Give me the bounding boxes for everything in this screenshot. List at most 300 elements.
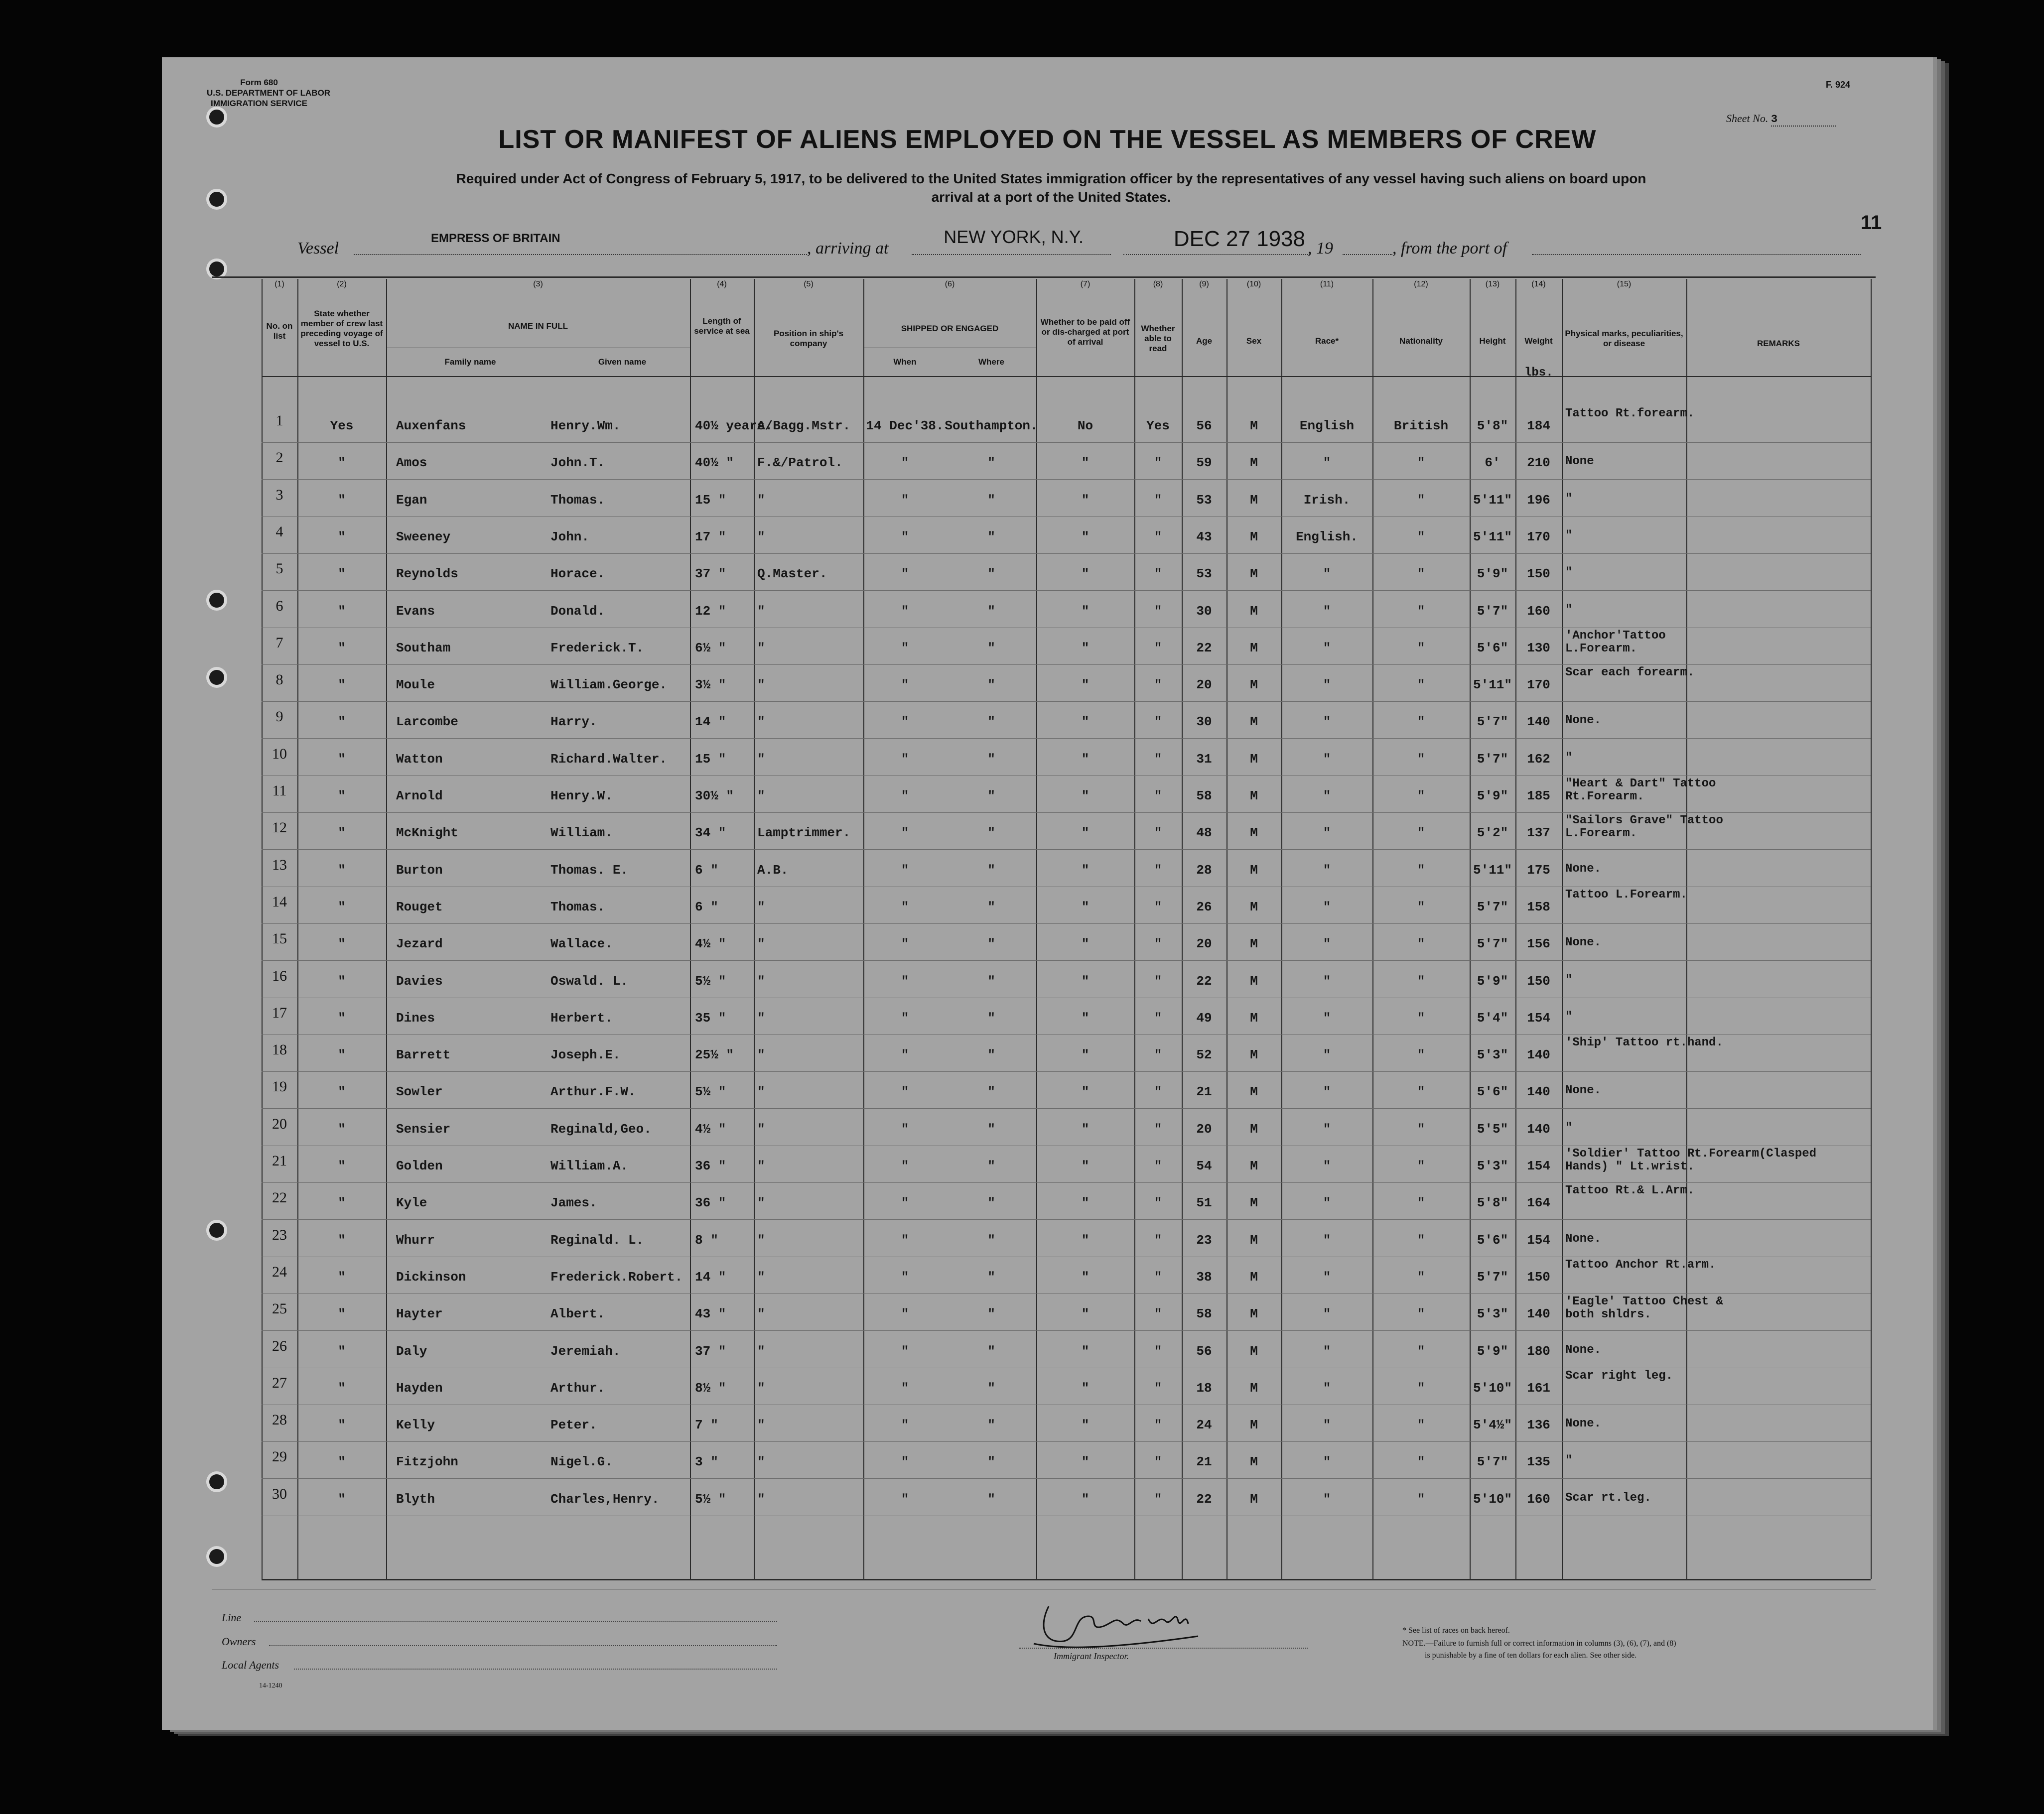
position-cell: " xyxy=(757,1380,765,1396)
shipped-when-cell: " xyxy=(901,1454,909,1470)
row-number: 1 xyxy=(275,412,283,429)
race-cell: " xyxy=(1323,603,1331,619)
physical-marks-cell: " xyxy=(1565,566,1573,580)
service-length-cell: 40½ years. xyxy=(695,418,773,433)
family-name-cell: Davies xyxy=(396,973,443,989)
shipped-when-cell: " xyxy=(901,973,909,989)
able-to-read-cell: " xyxy=(1154,1232,1162,1248)
nationality-cell: " xyxy=(1417,751,1425,767)
position-cell: " xyxy=(757,1491,765,1507)
weight-cell: 154 xyxy=(1527,1010,1550,1026)
service-length-cell: 30½ " xyxy=(695,788,734,803)
age-cell: 53 xyxy=(1196,492,1212,508)
nationality-cell: " xyxy=(1417,1121,1425,1137)
given-name-cell: Donald. xyxy=(550,603,605,619)
race-cell: " xyxy=(1323,1418,1331,1433)
physical-marks-cell: Tattoo Rt.forearm. xyxy=(1565,407,1695,420)
age-cell: 18 xyxy=(1196,1380,1212,1396)
header-shipped-engaged: SHIPPED OR ENGAGED xyxy=(901,324,999,333)
race-cell: " xyxy=(1323,1047,1331,1063)
ruled-line xyxy=(262,701,1871,702)
age-cell: 31 xyxy=(1196,751,1212,767)
able-to-read-cell: Yes xyxy=(1146,418,1170,433)
given-name-cell: Nigel.G. xyxy=(550,1454,613,1470)
able-to-read-cell: " xyxy=(1154,1269,1162,1285)
vessel-label: Vessel xyxy=(297,239,339,258)
given-name-cell: James. xyxy=(550,1195,597,1211)
sex-cell: M xyxy=(1250,455,1258,471)
given-name-cell: Richard.Walter. xyxy=(550,751,668,767)
height-cell: 5'3" xyxy=(1477,1047,1508,1063)
weight-cell: 196 xyxy=(1527,492,1550,508)
age-cell: 58 xyxy=(1196,788,1212,803)
physical-marks-cell: Scar each forearm. xyxy=(1565,666,1695,680)
position-cell: " xyxy=(757,1269,765,1285)
sex-cell: M xyxy=(1250,566,1258,582)
ruled-line xyxy=(262,849,1871,850)
family-name-cell: Watton xyxy=(396,751,443,767)
family-name-cell: Dines xyxy=(396,1010,435,1026)
service-length-cell: 40½ " xyxy=(695,455,734,471)
header-race: Race* xyxy=(1315,336,1339,346)
colnum-3: (3) xyxy=(533,280,543,288)
position-cell: " xyxy=(757,973,765,989)
row-rule xyxy=(212,276,1876,278)
family-name-cell: Sweeney xyxy=(396,529,451,544)
row-number: 7 xyxy=(275,634,283,651)
row-rule xyxy=(262,376,1871,377)
punch-hole xyxy=(209,261,224,276)
age-cell: 53 xyxy=(1196,566,1212,582)
shipped-where-cell: " xyxy=(987,973,995,989)
weight-cell: 160 xyxy=(1527,603,1550,619)
header-weight: Weight xyxy=(1524,336,1553,346)
line-field xyxy=(254,1621,777,1622)
paid-off-cell: " xyxy=(1081,1269,1090,1285)
service-length-cell: 14 " xyxy=(695,714,726,730)
paid-off-cell: " xyxy=(1081,1306,1090,1322)
shipped-when-cell: " xyxy=(901,862,909,878)
races-note: * See list of races on back hereof. xyxy=(1402,1626,1510,1635)
age-cell: 58 xyxy=(1196,1306,1212,1322)
able-to-read-cell: " xyxy=(1154,1306,1162,1322)
sex-cell: M xyxy=(1250,1232,1258,1248)
prev-voyage-cell: " xyxy=(338,603,346,619)
row-number: 22 xyxy=(272,1189,287,1206)
physical-marks-cell: None. xyxy=(1565,1343,1602,1357)
height-cell: 5'11" xyxy=(1473,529,1512,544)
physical-marks-cell: "Heart & Dart" Tattoo Rt.Forearm. xyxy=(1565,777,1716,803)
service-length-cell: 8 " xyxy=(695,1232,718,1248)
family-name-cell: Moule xyxy=(396,677,435,693)
service-length-cell: 4½ " xyxy=(695,1121,726,1137)
weight-cell: 135 xyxy=(1527,1454,1550,1470)
height-cell: 5'6" xyxy=(1477,1232,1508,1248)
shipped-when-cell: " xyxy=(901,1232,909,1248)
row-number: 26 xyxy=(272,1337,287,1354)
colnum-15: (15) xyxy=(1617,280,1632,288)
nationality-cell: " xyxy=(1417,492,1425,508)
age-cell: 21 xyxy=(1196,1454,1212,1470)
family-name-cell: Golden xyxy=(396,1159,443,1173)
service-length-cell: 37 " xyxy=(695,1343,726,1359)
sheet-label: Sheet No. xyxy=(1726,112,1769,125)
row-number: 2 xyxy=(275,449,283,466)
height-cell: 5'2" xyxy=(1477,825,1508,841)
sex-cell: M xyxy=(1250,1418,1258,1433)
physical-marks-cell: "Sailors Grave" Tattoo L.Forearm. xyxy=(1565,814,1723,841)
height-cell: 5'8" xyxy=(1477,1195,1508,1211)
shipped-where-cell: " xyxy=(987,751,995,767)
family-name-cell: Jezard xyxy=(396,936,443,952)
shipped-where-cell: " xyxy=(987,862,995,878)
family-name-cell: Sowler xyxy=(396,1084,443,1100)
age-cell: 54 xyxy=(1196,1159,1212,1173)
paid-off-cell: " xyxy=(1081,492,1090,508)
given-name-cell: Herbert. xyxy=(550,1010,613,1026)
shipped-when-cell: " xyxy=(901,1418,909,1433)
height-cell: 5'8" xyxy=(1477,418,1508,433)
shipped-where-cell: " xyxy=(987,1010,995,1026)
department-name: U.S. DEPARTMENT OF LABOR xyxy=(207,88,331,98)
row-number: 9 xyxy=(275,708,283,725)
height-cell: 5'7" xyxy=(1477,1269,1508,1285)
weight-cell: 137 xyxy=(1527,825,1550,841)
row-number: 27 xyxy=(272,1374,287,1391)
ruled-line xyxy=(262,1219,1871,1220)
able-to-read-cell: " xyxy=(1154,566,1162,582)
ruled-line xyxy=(262,738,1871,739)
given-name-cell: Wallace. xyxy=(550,936,613,952)
row-number: 10 xyxy=(272,745,287,762)
weight-cell: 161 xyxy=(1527,1380,1550,1396)
able-to-read-cell: " xyxy=(1154,640,1162,655)
race-cell: " xyxy=(1323,1491,1331,1507)
given-name-cell: Harry. xyxy=(550,714,597,730)
prev-voyage-cell: " xyxy=(338,862,346,878)
sex-cell: M xyxy=(1250,825,1258,841)
position-cell: A/Bagg.Mstr. xyxy=(757,418,851,433)
physical-marks-cell: None. xyxy=(1565,714,1602,728)
height-cell: 5'7" xyxy=(1477,899,1508,914)
race-cell: " xyxy=(1323,640,1331,655)
position-cell: " xyxy=(757,640,765,655)
family-name-cell: Larcombe xyxy=(396,714,458,730)
able-to-read-cell: " xyxy=(1154,862,1162,878)
punch-hole xyxy=(209,593,224,608)
shipped-when-cell: " xyxy=(901,825,909,841)
shipped-where-cell: Southampton. xyxy=(945,418,1038,433)
inspector-label: Immigrant Inspector. xyxy=(1054,1651,1129,1661)
row-number: 13 xyxy=(272,856,287,873)
physical-marks-cell: Tattoo Anchor Rt.arm. xyxy=(1565,1258,1716,1272)
ruled-line xyxy=(262,590,1871,591)
prev-voyage-cell: " xyxy=(338,788,346,803)
service-length-cell: 6 " xyxy=(695,899,718,914)
sex-cell: M xyxy=(1250,640,1258,655)
paid-off-cell: " xyxy=(1081,1418,1090,1433)
service-length-cell: 3½ " xyxy=(695,677,726,693)
position-cell: " xyxy=(757,899,765,914)
nationality-cell: " xyxy=(1417,529,1425,544)
physical-marks-cell: None. xyxy=(1565,862,1602,876)
family-name-cell: Daly xyxy=(396,1343,427,1359)
column-rule xyxy=(1686,279,1687,1579)
physical-marks-cell: 'Eagle' Tattoo Chest & both shldrs. xyxy=(1565,1295,1723,1322)
race-cell: " xyxy=(1323,862,1331,878)
sex-cell: M xyxy=(1250,1491,1258,1507)
race-cell: " xyxy=(1323,1084,1331,1100)
prev-voyage-cell: " xyxy=(338,1159,346,1173)
ruled-line xyxy=(262,442,1871,443)
weight-cell: 140 xyxy=(1527,1084,1550,1100)
service-length-cell: 35 " xyxy=(695,1010,726,1026)
shipped-where-cell: " xyxy=(987,492,995,508)
physical-marks-cell: None. xyxy=(1565,1084,1602,1098)
paid-off-cell: " xyxy=(1081,1491,1090,1507)
row-number: 30 xyxy=(272,1485,287,1502)
height-cell: 5'9" xyxy=(1477,1343,1508,1359)
position-cell: " xyxy=(757,603,765,619)
sex-cell: M xyxy=(1250,1343,1258,1359)
colnum-9: (9) xyxy=(1199,280,1209,288)
age-cell: 30 xyxy=(1196,714,1212,730)
penalty-note-line-2: is punishable by a fine of ten dollars for each alien. See other side. xyxy=(1425,1651,1637,1660)
prev-voyage-cell: " xyxy=(338,1491,346,1507)
paid-off-cell: " xyxy=(1081,825,1090,841)
prev-voyage-cell: " xyxy=(338,1232,346,1248)
shipped-when-cell: " xyxy=(901,899,909,914)
weight-cell: 158 xyxy=(1527,899,1550,914)
shipped-when-cell: " xyxy=(901,1121,909,1137)
physical-marks-cell: " xyxy=(1565,603,1573,617)
sex-cell: M xyxy=(1250,1269,1258,1285)
position-cell: " xyxy=(757,1084,765,1100)
shipped-where-cell: " xyxy=(987,1232,995,1248)
position-cell: F.&/Patrol. xyxy=(757,455,843,471)
shipped-where-cell: " xyxy=(987,1306,995,1322)
given-name-cell: Reginald,Geo. xyxy=(550,1121,652,1137)
service-length-cell: 34 " xyxy=(695,825,726,841)
position-cell: " xyxy=(757,1343,765,1359)
race-cell: " xyxy=(1323,1159,1331,1173)
paid-off-cell: " xyxy=(1081,1343,1090,1359)
header-paid-off: Whether to be paid off or dis-charged at port of arrival xyxy=(1040,317,1130,347)
paid-off-cell: " xyxy=(1081,640,1090,655)
race-cell: " xyxy=(1323,1380,1331,1396)
paid-off-cell: " xyxy=(1081,603,1090,619)
punch-hole xyxy=(209,1474,224,1489)
sex-cell: M xyxy=(1250,677,1258,693)
given-name-cell: Albert. xyxy=(550,1306,605,1322)
sex-cell: M xyxy=(1250,1084,1258,1100)
race-cell: " xyxy=(1323,788,1331,803)
weight-cell: 185 xyxy=(1527,788,1550,803)
nationality-cell: " xyxy=(1417,1380,1425,1396)
able-to-read-cell: " xyxy=(1154,1418,1162,1433)
from-port-label: , from the port of xyxy=(1392,239,1507,258)
manifest-sheet xyxy=(162,57,1933,1730)
able-to-read-cell: " xyxy=(1154,1010,1162,1026)
given-name-cell: Oswald. L. xyxy=(550,973,629,989)
subtitle-line-1: Required under Act of Congress of February 5, 1917, to be delivered to the United States immigration officer by the representatives of any vessel having such aliens on board upon xyxy=(456,171,1646,186)
weight-cell: 140 xyxy=(1527,714,1550,730)
paid-off-cell: " xyxy=(1081,973,1090,989)
sex-cell: M xyxy=(1250,973,1258,989)
local-agents-label: Local Agents xyxy=(222,1659,279,1671)
sex-cell: M xyxy=(1250,1121,1258,1137)
position-cell: " xyxy=(757,1121,765,1137)
able-to-read-cell: " xyxy=(1154,936,1162,952)
nationality-cell: " xyxy=(1417,1269,1425,1285)
age-cell: 20 xyxy=(1196,677,1212,693)
sex-cell: M xyxy=(1250,1047,1258,1063)
weight-cell: 184 xyxy=(1527,418,1550,433)
paid-off-cell: " xyxy=(1081,1454,1090,1470)
nationality-cell: " xyxy=(1417,788,1425,803)
age-cell: 22 xyxy=(1196,1491,1212,1507)
weight-cell: 170 xyxy=(1527,529,1550,544)
age-cell: 22 xyxy=(1196,973,1212,989)
paid-off-cell: " xyxy=(1081,936,1090,952)
weight-cell: 154 xyxy=(1527,1232,1550,1248)
service-length-cell: 43 " xyxy=(695,1306,726,1322)
physical-marks-cell: Tattoo L.Forearm. xyxy=(1565,888,1687,902)
prev-voyage-cell: " xyxy=(338,825,346,841)
header-name-in-full: NAME IN FULL xyxy=(508,321,568,331)
sex-cell: M xyxy=(1250,1159,1258,1173)
column-rule xyxy=(1871,279,1872,1579)
page-mark: 11 xyxy=(1861,212,1882,234)
service-length-cell: 5½ " xyxy=(695,1084,726,1100)
prev-voyage-cell: " xyxy=(338,1306,346,1322)
paid-off-cell: No xyxy=(1077,418,1093,433)
row-number: 17 xyxy=(272,1004,287,1021)
colnum-1: (1) xyxy=(274,280,284,288)
given-name-cell: Arthur.F.W. xyxy=(550,1084,636,1100)
prev-voyage-cell: " xyxy=(338,899,346,914)
service-length-cell: 3 " xyxy=(695,1454,718,1470)
age-cell: 23 xyxy=(1196,1232,1212,1248)
position-cell: " xyxy=(757,1047,765,1063)
sex-cell: M xyxy=(1250,1306,1258,1322)
header-no-on-list: No. on list xyxy=(266,321,293,341)
header-length-of-service: Length of service at sea xyxy=(694,316,750,336)
race-cell: " xyxy=(1323,1232,1331,1248)
paid-off-cell: " xyxy=(1081,1010,1090,1026)
punch-hole xyxy=(209,670,224,685)
arriving-label: , arriving at xyxy=(807,239,889,258)
service-length-cell: 17 " xyxy=(695,529,726,544)
height-cell: 5'7" xyxy=(1477,1454,1508,1470)
from-port-dotted-line xyxy=(1532,254,1861,255)
row-number: 14 xyxy=(272,893,287,910)
height-cell: 5'5" xyxy=(1477,1121,1508,1137)
prev-voyage-cell: " xyxy=(338,1343,346,1359)
nationality-cell: " xyxy=(1417,825,1425,841)
nationality-cell: " xyxy=(1417,973,1425,989)
position-cell: " xyxy=(757,1195,765,1211)
position-cell: " xyxy=(757,1232,765,1248)
prev-voyage-cell: " xyxy=(338,1380,346,1396)
shipped-where-cell: " xyxy=(987,1084,995,1100)
position-cell: A.B. xyxy=(757,862,789,878)
nationality-cell: " xyxy=(1417,566,1425,582)
height-cell: 5'4" xyxy=(1477,1010,1508,1026)
row-number: 11 xyxy=(272,782,287,799)
position-cell: " xyxy=(757,714,765,730)
paid-off-cell: " xyxy=(1081,529,1090,544)
paid-off-cell: " xyxy=(1081,1121,1090,1137)
year-dotted-line xyxy=(1343,254,1392,255)
ruled-line xyxy=(262,1330,1871,1331)
header-age: Age xyxy=(1196,336,1213,346)
colnum-2: (2) xyxy=(337,280,347,288)
punch-hole xyxy=(209,1549,224,1564)
age-cell: 21 xyxy=(1196,1084,1212,1100)
race-cell: " xyxy=(1323,566,1331,582)
sex-cell: M xyxy=(1250,751,1258,767)
able-to-read-cell: " xyxy=(1154,1084,1162,1100)
race-cell: English. xyxy=(1296,529,1358,544)
nationality-cell: " xyxy=(1417,1343,1425,1359)
subtitle-line-2: arrival at a port of the United States. xyxy=(931,189,1171,205)
service-length-cell: 36 " xyxy=(695,1195,726,1211)
ruled-line xyxy=(262,1108,1871,1109)
header-when: When xyxy=(893,357,917,367)
paid-off-cell: " xyxy=(1081,751,1090,767)
able-to-read-cell: " xyxy=(1154,529,1162,544)
colnum-8: (8) xyxy=(1153,280,1163,288)
service-length-cell: 37 " xyxy=(695,566,726,582)
row-number: 23 xyxy=(272,1226,287,1243)
able-to-read-cell: " xyxy=(1154,1343,1162,1359)
age-cell: 38 xyxy=(1196,1269,1212,1285)
family-name-cell: Amos xyxy=(396,455,427,471)
row-rule xyxy=(262,1579,1871,1580)
age-cell: 48 xyxy=(1196,825,1212,841)
prev-voyage-cell: " xyxy=(338,1418,346,1433)
shipped-when-cell: " xyxy=(901,1010,909,1026)
row-number: 29 xyxy=(272,1448,287,1465)
row-number: 16 xyxy=(272,967,287,984)
row-number: 20 xyxy=(272,1115,287,1132)
prev-voyage-cell: " xyxy=(338,529,346,544)
nationality-cell: " xyxy=(1417,1306,1425,1322)
nationality-cell: " xyxy=(1417,1454,1425,1470)
form-number: Form 680 xyxy=(240,78,278,87)
physical-marks-cell: " xyxy=(1565,1121,1573,1135)
weight-cell: 164 xyxy=(1527,1195,1550,1211)
service-length-cell: 8½ " xyxy=(695,1380,726,1396)
family-name-cell: Reynolds xyxy=(396,566,458,582)
position-cell: " xyxy=(757,529,765,544)
vessel-dotted-line xyxy=(354,254,807,255)
nationality-cell: " xyxy=(1417,677,1425,693)
prev-voyage-cell: Yes xyxy=(330,418,354,433)
shipped-where-cell: " xyxy=(987,936,995,952)
physical-marks-cell: " xyxy=(1565,973,1573,987)
family-name-cell: Rouget xyxy=(396,899,443,914)
prev-voyage-cell: " xyxy=(338,1010,346,1026)
age-cell: 22 xyxy=(1196,640,1212,655)
prev-voyage-cell: " xyxy=(338,566,346,582)
prev-voyage-cell: " xyxy=(338,1084,346,1100)
colnum-11: (11) xyxy=(1320,280,1334,288)
age-cell: 30 xyxy=(1196,603,1212,619)
header-physical-marks: Physical marks, peculiarities, or disease xyxy=(1565,329,1683,348)
prev-voyage-cell: " xyxy=(338,455,346,471)
